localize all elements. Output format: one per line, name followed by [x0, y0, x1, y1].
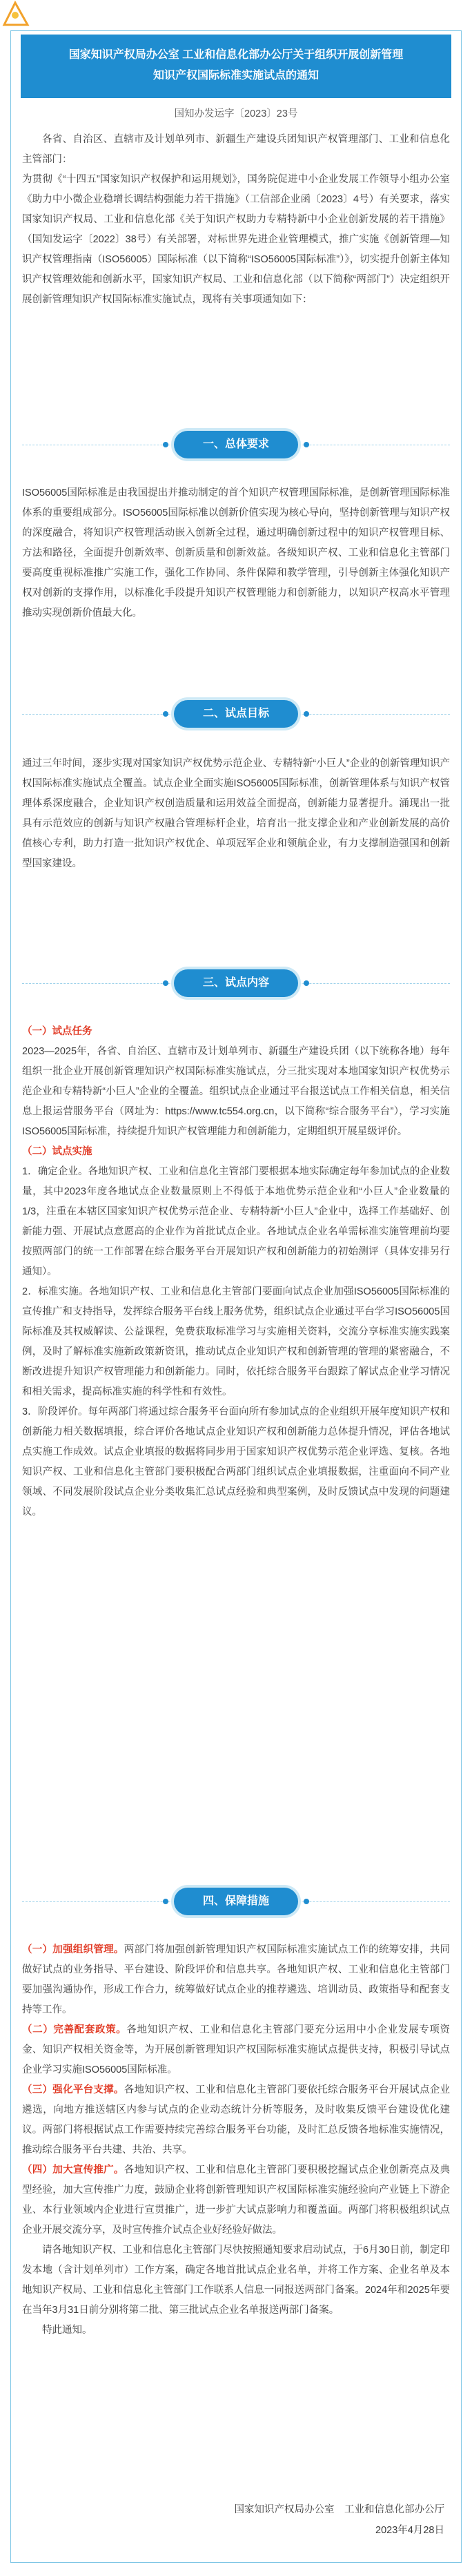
- measure-4-title: （四）加大宣传推广。: [22, 2165, 124, 2176]
- title-banner: [21, 35, 451, 98]
- section-1-header: [0, 421, 472, 469]
- measure-4-body: 各地知识产权、工业和信息化主管部门要积极挖掘试点企业创新亮点及典型经验，加大宣传推广力度，鼓励企业将创新管理知识产权国际标准实施经验向产业链上下游企业、本行业领域内企业进行宣贯推广，进一步扩大试点影响力和覆盖面。两部门将积极组织试点企业开展交流分享，及时宣传推介试点企业好经验好做法。: [22, 2165, 451, 2236]
- implementation-item-2: 2．标准实施。各地知识产权、工业和信息化主管部门要面向试点企业加强ISO56005国际标准的宣传推广和支持指导，发挥综合服务平台线上服务优势，组织试点企业通过平台学习ISO56005国际标准及其权威解读、公益课程，免费获取标准学习与实施相关资料，交流分享标准实施实践案例，及时了解标准实施新政策新资讯，推动试点企业知识产权和创新管理的管理的紧密融合，不断改进提升知识产权管理能力和创新能力。同时，依托综合服务平台跟踪了解试点企业学习情况和相关需求，提高标准实施的科学性和有效性。: [22, 1286, 450, 1397]
- decorative-dot-icon: [163, 711, 168, 717]
- intro-recipients: 各省、自治区、直辖市及计划单列市、新疆生产建设兵团知识产权管理部门、工业和信息化主管部门：: [22, 134, 450, 165]
- implementation-item-3: 3．阶段评价。每年两部门将通过综合服务平台面向所有参加试点的企业组织开展年度知识产权和创新能力相关数据填报，综合评价各地试点企业知识产权和创新能力总体提升情况，评估各地试点实施工作成效。试点企业填报的数据将同步用于国家知识产权优势示范企业评选、复核。各地知识产权、工业和信息化主管部门要积极配合两部门组织试点企业填报数据，注重面向不同产业领域、不同发展阶段试点企业分类收集汇总试点经验和典型案例，及时反馈试点中发现的问题建议。: [22, 1406, 450, 1518]
- section-1-paragraph: ISO56005国际标准是由我国提出并推动制定的首个知识产权管理国际标准，是创新管理国际标准体系的重要组成部分。ISO56005国际标准以创新价值实现为核心导向，坚持创新管理与知识产权的深度融合，将知识产权管理活动嵌入创新全过程，通过明确创新过程中的知识产权管理目标、方法和路径，全面提升创新效率、创新质量和创新效益。各级知识产权、工业和信息化主管部门要高度重视标准推广实施工作，强化工作协同、条件保障和教学管理，引导创新主体强化知识产权对创新的支撑作用，以标准化手段提升知识产权管理能力和创新能力，以知识产权高水平管理推动实现创新价值最大化。: [22, 487, 450, 619]
- section-3-title: 三、试点内容: [174, 969, 298, 997]
- section-2-header: [0, 690, 472, 739]
- section-2-body: [22, 754, 450, 874]
- decorative-dot-icon: [163, 1899, 168, 1904]
- document-number: 国知办发运字〔2023〕23号: [174, 108, 298, 119]
- implementation-subheading: （二）试点实施: [22, 1146, 92, 1157]
- section-1-title: 一、总体要求: [174, 431, 298, 458]
- task-subheading: （一）试点任务: [22, 1026, 92, 1037]
- section-3-header: [0, 960, 472, 1008]
- measure-3-body: 各地知识产权、工业和信息化主管部门要依托综合服务平台开展试点企业遴选，向地方推送辖区内参与试点的企业动态统计分析等服务，及时收集反馈平台建设优化建议。两部门将根据试点工作需要持续完善综合服务平台功能，及时汇总反馈各地标准实施情况，推动综合服务平台共建、共治、共享。: [22, 2084, 451, 2156]
- implementation-item-1: 1．确定企业。各地知识产权、工业和信息化主管部门要根据本地实际确定每年参加试点的企业数量，其中2023年度各地试点企业数量原则上不得低于本地优势示范企业和“小巨人”企业数量的1/3，注重在本辖区国家知识产权优势示范企业、专精特新“小巨人”企业中，选择工作基础好、创新能力强、开展试点意愿高的企业作为首批试点企业。各地试点企业名单需标准实施管理前均要按照两部门的统一工作部署在综合服务平台开展知识产权和创新能力的初始测评（具体安排另行通知）。: [22, 1166, 450, 1277]
- title-line-1: 国家知识产权局办公室 工业和信息化部办公厅关于组织开展创新管理: [68, 49, 404, 61]
- measure-1-body: 两部门将加强创新管理知识产权国际标准实施试点工作的统筹安排，共同做好试点的业务指导、平台建设、阶段评价和信息共享。各地知识产权、工业和信息化主管部门要加强沟通协作，形成工作合力，统筹做好试点企业的推荐遴选、培训动员、政策指导和配套支持等工作。: [22, 1944, 451, 2015]
- measure-2-body: 各地知识产权、工业和信息化主管部门要充分运用中小企业发展专项资金、知识产权相关资金等，为开展创新管理知识产权国际标准实施试点提供支持，积极引导试点企业学习实施ISO56005国际标准。: [22, 2024, 450, 2075]
- measure-1-title: （一）加强组织管理。: [22, 1944, 124, 1955]
- section-1-body: [22, 483, 450, 623]
- section-3-body: [22, 1022, 450, 1522]
- measure-2-title: （二）完善配套政策。: [22, 2024, 127, 2035]
- intro-block: [22, 130, 450, 310]
- issue-date: 2023年4月28日: [375, 2525, 444, 2536]
- decorative-dot-icon: [163, 442, 168, 447]
- decorative-dot-icon: [304, 711, 309, 717]
- measure-4: [22, 2160, 450, 2240]
- section-2-title: 二、试点目标: [174, 700, 298, 728]
- signature-block: [235, 2499, 445, 2541]
- section-4-body: [22, 1940, 450, 2341]
- measure-3: [22, 2080, 450, 2160]
- section-4-title: 四、保障措施: [174, 1888, 298, 1915]
- closing-paragraph: 请各地知识产权、工业和信息化主管部门尽快按照通知要求启动试点，于6月30日前，制定印发本地（含计划单列市）工作方案，确定各地首批试点企业名单，并将工作方案、企业名单及本地知识产权局、工业和信息化主管部门工作联系人信息一同报送两部门备案。2024年和2025年要在当年3月31日前分别将第二批、第三批试点企业名单报送两部门备案。: [22, 2245, 450, 2316]
- decorative-dot-icon: [304, 442, 309, 447]
- decorative-dot-icon: [304, 1899, 309, 1904]
- measure-3-title: （三）强化平台支撑。: [22, 2084, 124, 2095]
- measure-1: [22, 1940, 450, 2020]
- decorative-dot-icon: [163, 980, 168, 986]
- title-line-2: 知识产权国际标准实施试点的通知: [153, 70, 319, 81]
- intro-body: 为贯彻《“十四五”国家知识产权保护和运用规划》，国务院促进中小企业发展工作领导小组办公室《助力中小微企业稳增长调结构强能力若干措施》（工信部企业函〔2023〕4号）有关要求，落实国家知识产权局、工业和信息化部《关于知识产权助力专精特新中小企业创新发展的若干措施》（国知发运字〔2022〕38号）有关部署，对标世界先进企业管理模式，推广实施《创新管理—知识产权管理指南（ISO56005）国际标准（以下简称“ISO56005国际标准”）》，切实提升创新主体知识产权管理效能和创新水平，国家知识产权局、工业和信息化部（以下简称“两部门”）决定组织开展创新管理知识产权国际标准实施试点，现将有关事项通知如下：: [22, 174, 450, 305]
- section-4-header: [0, 1878, 472, 1926]
- task-paragraph: 2023—2025年，各省、自治区、直辖市及计划单列市、新疆生产建设兵团（以下统称各地）每年组织一批企业开展创新管理知识产权国际标准实施试点，分三批实现对本地国家知识产权优势示范企业和专精特新“小巨人”企业的全覆盖。组织试点企业通过平台报送试点工作相关信息，相关信息上报运营服务平台（网址为：https://www.tc554.org.cn，以下简称“综合服务平台”），学习实施ISO56005国际标准，持续提升知识产权管理能力和创新能力，定期组织开展星级评价。: [22, 1046, 450, 1137]
- decorative-corner-icon: [0, 0, 32, 28]
- closing-remark: 特此通知。: [42, 2325, 92, 2336]
- decorative-dot-icon: [304, 980, 309, 986]
- measure-2: [22, 2020, 450, 2080]
- issuers: 国家知识产权局办公室 工业和信息化部办公厅: [234, 2504, 444, 2515]
- section-2-paragraph: 通过三年时间，逐步实现对国家知识产权优势示范企业、专精特新“小巨人”企业的创新管理知识产权国际标准实施试点全覆盖。试点企业全面实施ISO56005国际标准，创新管理体系与知识产权管理体系深度融合，企业知识产权创造质量和运用效益全面提高，创新能力显著提升。涌现出一批具有示范效应的创新与知识产权融合管理标杆企业，培育出一批支撑企业和产业创新发展的高价值核心专利，助力打造一批知识产权优企、单项冠军企业和领航企业，有力支撑制造强国和创新型国家建设。: [22, 758, 450, 869]
